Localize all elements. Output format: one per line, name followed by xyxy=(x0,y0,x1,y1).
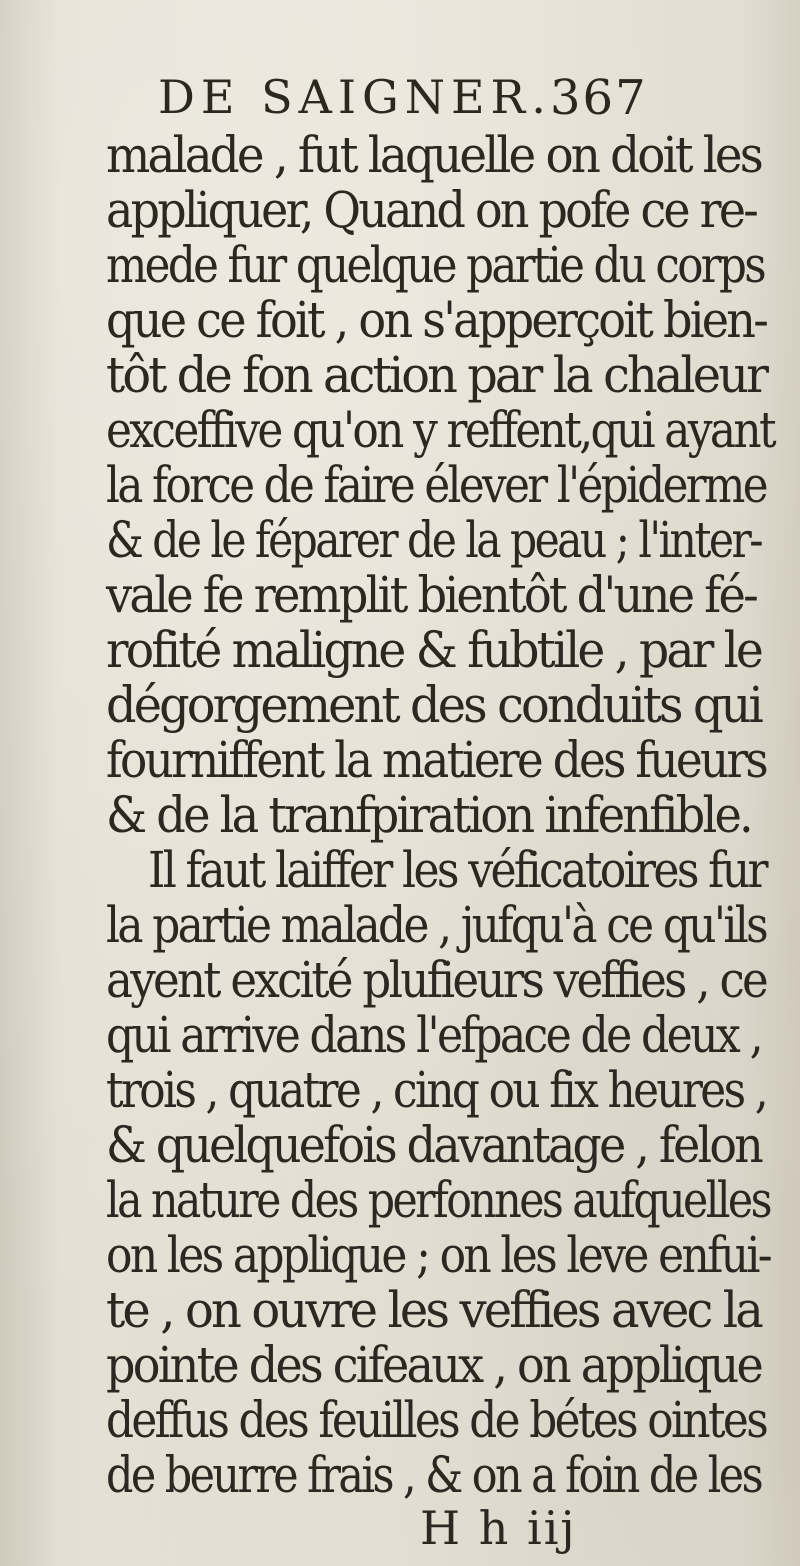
text-line: dégorgement des conduits qui xyxy=(106,676,761,734)
text-line: Il faut laiffer les véficatoires fur xyxy=(148,841,766,899)
text-line: vale fe remplit bientôt d'une fé- xyxy=(106,566,756,624)
text-line: la nature des perfonnes aufquelles xyxy=(106,1171,770,1229)
text-line: la force de faire élever l'épiderme xyxy=(106,456,766,514)
text-line: que ce foit , on s'apperçoit bien- xyxy=(106,291,767,349)
text-line: te , on ouvre les veffies avec la xyxy=(106,1281,761,1339)
text-line: & de la tranfpiration infenfible. xyxy=(106,786,751,844)
text-line: rofité maligne & fubtile , par le xyxy=(106,621,762,679)
text-line: qui arrive dans l'efpace de deux , xyxy=(106,1006,761,1064)
text-line: on les applique ; on les leve enfui- xyxy=(106,1226,771,1284)
text-line: exceffive qu'on y reffent,qui ayant xyxy=(106,401,775,459)
text-line: de beurre frais , & on a foin de les xyxy=(106,1446,762,1504)
text-line: trois , quatre , cinq ou fix heures , xyxy=(106,1061,767,1119)
text-line: tôt de fon action par la chaleur xyxy=(106,346,767,404)
signature-mark: H h iij xyxy=(420,1501,577,1555)
text-line: appliquer, Quand on pofe ce re- xyxy=(106,181,757,239)
running-head-title: DE SAIGNER. xyxy=(158,70,552,124)
text-line: pointe des cifeaux , on applique xyxy=(106,1336,762,1394)
text-line: & de le féparer de la peau ; l'inter- xyxy=(106,511,762,569)
text-line: & quelquefois davantage , felon xyxy=(106,1116,761,1174)
text-line: la partie malade , jufqu'à ce qu'ils xyxy=(106,896,767,954)
text-line: mede fur quelque partie du corps xyxy=(106,236,765,294)
page-number: 367 xyxy=(550,70,648,126)
text-line: fourniffent la matiere des fueurs xyxy=(106,731,766,789)
text-line: ayent excité plufieurs veffies , ce xyxy=(106,951,767,1009)
text-line: malade , fut laquelle on doit les xyxy=(106,126,761,184)
text-line: deffus des feuilles de bétes ointes xyxy=(106,1391,767,1449)
